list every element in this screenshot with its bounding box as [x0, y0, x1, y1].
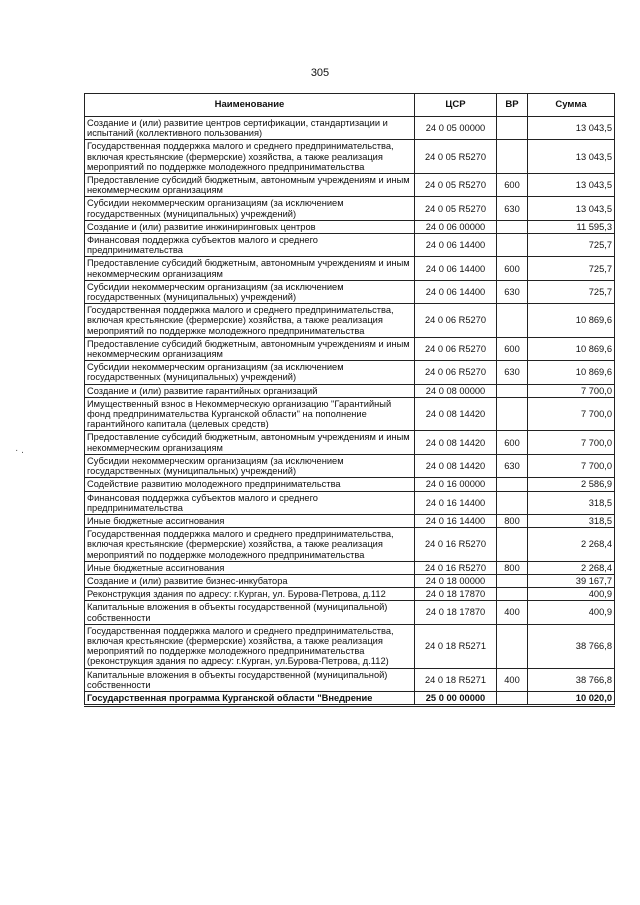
row-name: Государственная поддержка малого и среднего предпринимательства, включая крестьянские (фермерские) хозяйства, а также реализация мероприятий по поддержке молодежного предпринимательства: [85, 304, 415, 338]
row-csr: 24 0 16 00000: [415, 478, 497, 491]
row-name: Создание и (или) развитие гарантийных организаций: [85, 384, 415, 397]
row-vr: [497, 397, 528, 431]
row-csr: 24 0 18 17870: [415, 588, 497, 601]
row-vr: 630: [497, 197, 528, 220]
row-vr: [497, 220, 528, 233]
row-sum: 7 700,0: [528, 454, 615, 477]
row-csr: 24 0 08 14420: [415, 431, 497, 454]
row-sum: 13 043,5: [528, 197, 615, 220]
row-csr: 24 0 18 R5271: [415, 624, 497, 668]
row-name: Капитальные вложения в объекты государственной (муниципальной) собственности: [85, 601, 415, 624]
row-vr: [497, 234, 528, 257]
row-vr: 600: [497, 337, 528, 360]
row-sum: 38 766,8: [528, 624, 615, 668]
row-sum: 2 268,4: [528, 528, 615, 562]
row-vr: 600: [497, 257, 528, 280]
row-sum: 2 586,9: [528, 478, 615, 491]
row-vr: 800: [497, 514, 528, 527]
table-row: [85, 280, 615, 303]
row-vr: 630: [497, 361, 528, 384]
row-csr: 24 0 16 14400: [415, 491, 497, 514]
row-vr: [497, 491, 528, 514]
header-name: Наименование: [85, 94, 415, 117]
row-csr: 24 0 08 14420: [415, 454, 497, 477]
row-csr: 24 0 05 R5270: [415, 174, 497, 197]
budget-table: [84, 93, 615, 707]
margin-mark: · .: [15, 445, 24, 456]
row-name: Государственная программа Курганской области "Внедрение: [85, 691, 415, 705]
row-vr: 400: [497, 601, 528, 624]
table-row: [85, 304, 615, 338]
table-row: [85, 528, 615, 562]
row-csr: 24 0 06 14400: [415, 280, 497, 303]
row-vr: [497, 478, 528, 491]
row-csr: 24 0 18 17870: [415, 601, 497, 624]
row-csr: 24 0 16 R5270: [415, 561, 497, 574]
row-vr: [497, 384, 528, 397]
row-csr: 24 0 06 R5270: [415, 361, 497, 384]
row-csr: 24 0 08 00000: [415, 384, 497, 397]
row-csr: 24 0 16 14400: [415, 514, 497, 527]
table-row: [85, 384, 615, 397]
row-sum: 10 869,6: [528, 337, 615, 360]
row-vr: 400: [497, 668, 528, 691]
row-name: Государственная поддержка малого и среднего предпринимательства, включая крестьянские (фермерские) хозяйства, а также реализация мероприятий по поддержке молодежного предпринимательства: [85, 140, 415, 174]
table-header-row: [85, 94, 615, 117]
row-vr: [497, 588, 528, 601]
page-number: 305: [310, 67, 330, 79]
row-sum: 318,5: [528, 491, 615, 514]
row-csr: 24 0 18 R5271: [415, 668, 497, 691]
row-csr: 24 0 06 14400: [415, 234, 497, 257]
table-row: [85, 361, 615, 384]
row-vr: [497, 691, 528, 705]
row-csr: 24 0 05 R5270: [415, 140, 497, 174]
row-sum: 400,9: [528, 601, 615, 624]
row-csr: 24 0 06 R5270: [415, 304, 497, 338]
row-name: Капитальные вложения в объекты государственной (муниципальной) собственности: [85, 668, 415, 691]
row-name: Финансовая поддержка субъектов малого и среднего предпринимательства: [85, 234, 415, 257]
table-row: [85, 220, 615, 233]
row-vr: [497, 528, 528, 562]
table-row: [85, 624, 615, 668]
row-csr: 24 0 08 14420: [415, 397, 497, 431]
row-name: Финансовая поддержка субъектов малого и среднего предпринимательства: [85, 491, 415, 514]
table-row: [85, 514, 615, 527]
table-row: [85, 117, 615, 140]
row-vr: [497, 574, 528, 587]
table-row: [85, 174, 615, 197]
table-row: [85, 431, 615, 454]
row-vr: 800: [497, 561, 528, 574]
row-name: Иные бюджетные ассигнования: [85, 561, 415, 574]
table-row: [85, 588, 615, 601]
row-name: Создание и (или) развитие инжиниринговых центров: [85, 220, 415, 233]
row-name: Субсидии некоммерческим организациям (за исключением государственных (муниципальных) учреждений): [85, 361, 415, 384]
table-row: [85, 491, 615, 514]
row-name: Имущественный взнос в Некоммерческую организацию "Гарантийный фонд предпринимательства Курганской области" на пополнение гарантийного капитала (целевых средств): [85, 397, 415, 431]
header-vr: ВР: [497, 94, 528, 117]
row-vr: 600: [497, 174, 528, 197]
row-sum: 10 869,6: [528, 361, 615, 384]
row-sum: 7 700,0: [528, 397, 615, 431]
row-name: Создание и (или) развитие бизнес-инкубатора: [85, 574, 415, 587]
row-name: Государственная поддержка малого и среднего предпринимательства, включая крестьянские (фермерские) хозяйства, а также реализация мероприятий по поддержке молодежного предпринимательства (реконструкция здания по адресу: г.Курган, ул.Бурова-Петрова, д.112): [85, 624, 415, 668]
row-name: Реконструкция здания по адресу: г.Курган, ул. Бурова-Петрова, д.112: [85, 588, 415, 601]
row-name: Субсидии некоммерческим организациям (за исключением государственных (муниципальных) учреждений): [85, 280, 415, 303]
header-csr: ЦСР: [415, 94, 497, 117]
row-sum: 38 766,8: [528, 668, 615, 691]
table-row: [85, 337, 615, 360]
table-body: [85, 117, 615, 706]
row-sum: 10 020,0: [528, 691, 615, 705]
row-sum: 13 043,5: [528, 174, 615, 197]
table-row: [85, 234, 615, 257]
table-row: [85, 257, 615, 280]
row-sum: 725,7: [528, 234, 615, 257]
row-vr: 630: [497, 280, 528, 303]
row-vr: [497, 624, 528, 668]
table-row: [85, 397, 615, 431]
row-name: Предоставление субсидий бюджетным, автономным учреждениям и иным некоммерческим организациям: [85, 337, 415, 360]
row-vr: [497, 140, 528, 174]
row-name: Субсидии некоммерческим организациям (за исключением государственных (муниципальных) учреждений): [85, 197, 415, 220]
row-csr: 24 0 05 R5270: [415, 197, 497, 220]
row-csr: 25 0 00 00000: [415, 691, 497, 705]
row-name: Субсидии некоммерческим организациям (за исключением государственных (муниципальных) учреждений): [85, 454, 415, 477]
table-row: [85, 601, 615, 624]
row-name: Предоставление субсидий бюджетным, автономным учреждениям и иным некоммерческим организациям: [85, 431, 415, 454]
table-row: [85, 140, 615, 174]
row-name: Содействие развитию молодежного предпринимательства: [85, 478, 415, 491]
row-vr: 630: [497, 454, 528, 477]
row-vr: 600: [497, 431, 528, 454]
row-csr: 24 0 06 14400: [415, 257, 497, 280]
table-row: [85, 454, 615, 477]
table-row: [85, 691, 615, 705]
row-csr: 24 0 05 00000: [415, 117, 497, 140]
header-sum: Сумма: [528, 94, 615, 117]
row-name: Предоставление субсидий бюджетным, автономным учреждениям и иным некоммерческим организациям: [85, 174, 415, 197]
row-csr: 24 0 06 00000: [415, 220, 497, 233]
row-sum: 13 043,5: [528, 140, 615, 174]
table-row: [85, 668, 615, 691]
row-name: Иные бюджетные ассигнования: [85, 514, 415, 527]
row-name: Создание и (или) развитие центров сертификации, стандартизации и испытаний (коллективного пользования): [85, 117, 415, 140]
row-sum: 2 268,4: [528, 561, 615, 574]
row-sum: 400,9: [528, 588, 615, 601]
row-sum: 11 595,3: [528, 220, 615, 233]
row-sum: 10 869,6: [528, 304, 615, 338]
table-row: [85, 197, 615, 220]
row-name: Предоставление субсидий бюджетным, автономным учреждениям и иным некоммерческим организациям: [85, 257, 415, 280]
row-sum: 7 700,0: [528, 431, 615, 454]
row-csr: 24 0 06 R5270: [415, 337, 497, 360]
table-row: [85, 478, 615, 491]
row-sum: 7 700,0: [528, 384, 615, 397]
table-row: [85, 561, 615, 574]
row-vr: [497, 117, 528, 140]
row-csr: 24 0 18 00000: [415, 574, 497, 587]
row-sum: 39 167,7: [528, 574, 615, 587]
row-sum: 318,5: [528, 514, 615, 527]
row-name: Государственная поддержка малого и среднего предпринимательства, включая крестьянские (фермерские) хозяйства, а также реализация мероприятий по поддержке молодежного предпринимательства: [85, 528, 415, 562]
row-sum: 13 043,5: [528, 117, 615, 140]
row-sum: 725,7: [528, 257, 615, 280]
row-vr: [497, 304, 528, 338]
table-row: [85, 574, 615, 587]
row-csr: 24 0 16 R5270: [415, 528, 497, 562]
row-sum: 725,7: [528, 280, 615, 303]
